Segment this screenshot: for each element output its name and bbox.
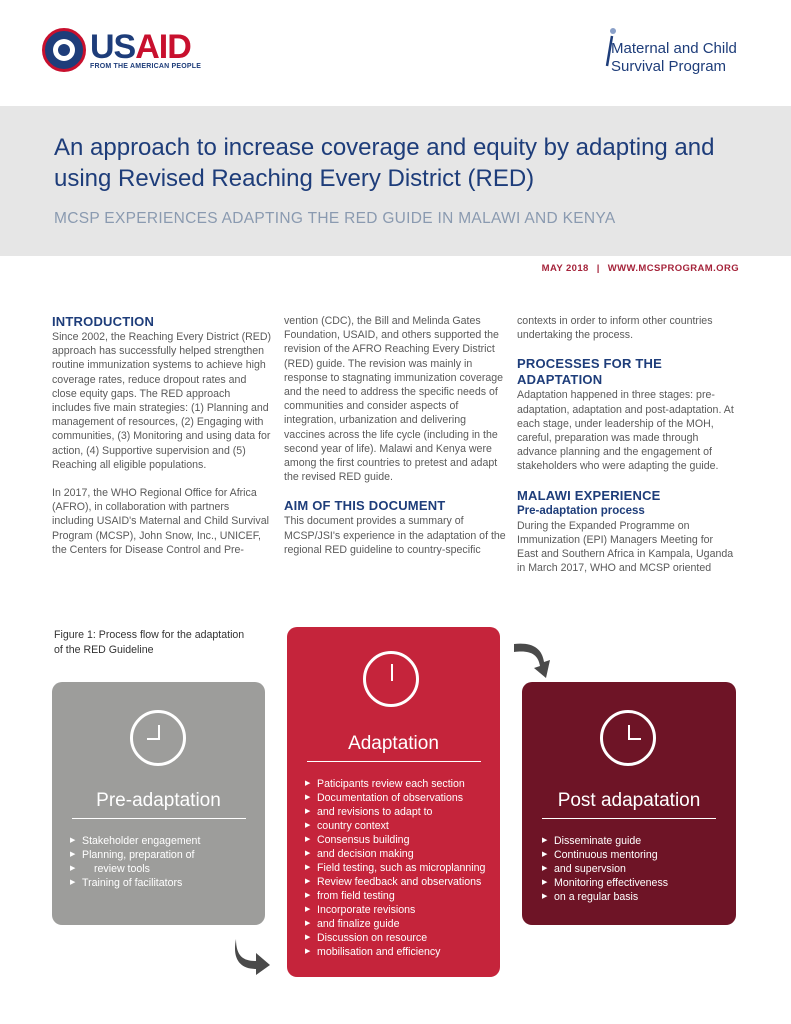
list-item: ▶ Continuous mentoring <box>542 848 668 862</box>
adaptation-list <box>305 777 485 959</box>
list-item: ▶ Consensus building <box>305 833 485 847</box>
usaid-suffix: AID <box>135 27 191 66</box>
mcsp-logo <box>597 28 747 78</box>
flow-arrow-icon <box>512 640 556 680</box>
dateline <box>542 263 739 274</box>
list-item: ▶ Paticipants review each section <box>305 777 485 791</box>
introduction-paragraph-1: Since 2002, the Reaching Every District (RED) approach has successfully helped strengthen routine immunization systems to achieve high coverage rates, reduce dropout rates and close equity gaps. The RED approach includes five main strategies: (1) Planning and management of resources, (2) Engaging with communities, (3) Monitoring and using data for action, (4) Supportive supervision and (5) Reaching all eligible populations. <box>52 331 272 471</box>
column-1 <box>52 314 272 557</box>
usaid-prefix: US <box>90 27 136 66</box>
adaptation-title: Adaptation <box>348 733 439 754</box>
website-link[interactable]: WWW.MCSPROGRAM.ORG <box>607 263 739 274</box>
mcsp-name-line1: Maternal and Child <box>611 40 737 57</box>
post-adaptation-divider <box>542 818 716 819</box>
clock-icon <box>130 710 186 766</box>
revision-paragraph: vention (CDC), the Bill and Melinda Gates Foundation, USAID, and others supported the revision of the AFRO Reaching Every District (RED) guide. The revision was mainly in response to stagnating immunization coverage and the need to address the specific needs of communities and consider aspects of integration, urbanization and delivering vaccines across the life cycle (including in the second year of life). Malawi and Kenya were among the first countries to pretest and adapt the revised RED guide. <box>284 315 504 484</box>
pre-adaptation-list <box>70 834 200 890</box>
document-subtitle: MCSP EXPERIENCES ADAPTING THE RED GUIDE IN MALAWI AND KENYA <box>54 210 616 227</box>
list-item: ▶ Field testing, such as microplanning <box>305 861 485 875</box>
publication-date: MAY 2018 <box>541 263 589 274</box>
list-item: ▶ Documentation of observations <box>305 791 485 805</box>
usaid-seal-icon <box>42 28 86 72</box>
list-item: ▶ mobilisation and efficiency <box>305 945 485 959</box>
post-adaptation-title: Post adapatation <box>557 790 701 811</box>
usaid-wordmark <box>90 27 202 70</box>
list-item: ▶ and finalize guide <box>305 917 485 931</box>
post-adaptation-box <box>522 682 736 925</box>
clock-icon <box>363 651 419 707</box>
introduction-heading: INTRODUCTION <box>52 314 155 329</box>
list-item: ▶ Discussion on resource <box>305 931 485 945</box>
pre-adaptation-subheading: Pre-adaptation process <box>517 504 645 517</box>
pre-adaptation-divider <box>72 818 246 819</box>
list-item: ▶ Training of facilitators <box>70 876 200 890</box>
list-item: ▶ Stakeholder engagement <box>70 834 200 848</box>
malawi-paragraph: During the Expanded Programme on Immunization (EPI) Managers Meeting for East and Southern Africa in Kampala, Uganda in March 2017, WHO and MCSP oriented <box>517 519 734 575</box>
list-item: ▶ country context <box>305 819 485 833</box>
figure-caption: Figure 1: Process flow for the adaptation of the RED Guideline <box>54 629 245 656</box>
usaid-tagline: FROM THE AMERICAN PEOPLE <box>90 62 202 70</box>
document-title: An approach to increase coverage and equity by adapting and using Revised Reaching Every District (RED) <box>54 134 715 192</box>
adaptation-box <box>287 627 500 977</box>
list-item: ▶ on a regular basis <box>542 890 668 904</box>
list-item: ▶ from field testing <box>305 889 485 903</box>
adaptation-divider <box>307 761 481 762</box>
list-item: ▶ Disseminate guide <box>542 834 668 848</box>
list-item: ▶ and decision making <box>305 847 485 861</box>
aim-paragraph: This document provides a summary of MCSP/JSI's experience in the adaptation of the regional RED guideline to country-specific <box>284 515 506 556</box>
post-adaptation-list <box>542 834 668 904</box>
list-item: ▶ Monitoring effectiveness <box>542 876 668 890</box>
list-item: ▶ and revisions to adapt to <box>305 805 485 819</box>
malawi-heading: MALAWI EXPERIENCE <box>517 487 661 503</box>
contexts-paragraph: contexts in order to inform other countries undertaking the process. <box>517 315 713 342</box>
clock-icon <box>600 710 656 766</box>
list-item: ▶ and supervsion <box>542 862 668 876</box>
column-2 <box>284 314 508 557</box>
dateline-separator: | <box>596 263 600 274</box>
list-item: ▶ Incorporate revisions <box>305 903 485 917</box>
usaid-logo <box>42 28 201 72</box>
introduction-paragraph-2: In 2017, the WHO Regional Office for Africa (AFRO), in collaboration with partners including USAID's Maternal and Child Survival Program (MCSP), John Snow, Inc., UNICEF, the Centers for Disease Control and Pre- <box>52 487 269 556</box>
list-item: ▶ Review feedback and observations <box>305 875 485 889</box>
flow-arrow-icon <box>230 935 274 975</box>
processes-heading: PROCESSES FOR THE ADAPTATION <box>517 356 662 388</box>
list-item: ▶ Planning, preparation of <box>70 848 200 862</box>
mcsp-name-line2: Survival Program <box>611 58 727 75</box>
pre-adaptation-title: Pre-adaptation <box>96 790 221 811</box>
pre-adaptation-box <box>52 682 265 925</box>
column-3 <box>517 314 737 575</box>
aim-heading: AIM OF THIS DOCUMENT <box>284 498 446 514</box>
list-item: ▶ review tools <box>70 862 200 876</box>
processes-paragraph: Adaptation happened in three stages: pre-adaptation, adaptation and post-adaptation. At each stage, under leadership of the MOH, careful, preparation was made through advance planning and the engagement of stakeholders who were adapting the guide. <box>517 389 734 473</box>
